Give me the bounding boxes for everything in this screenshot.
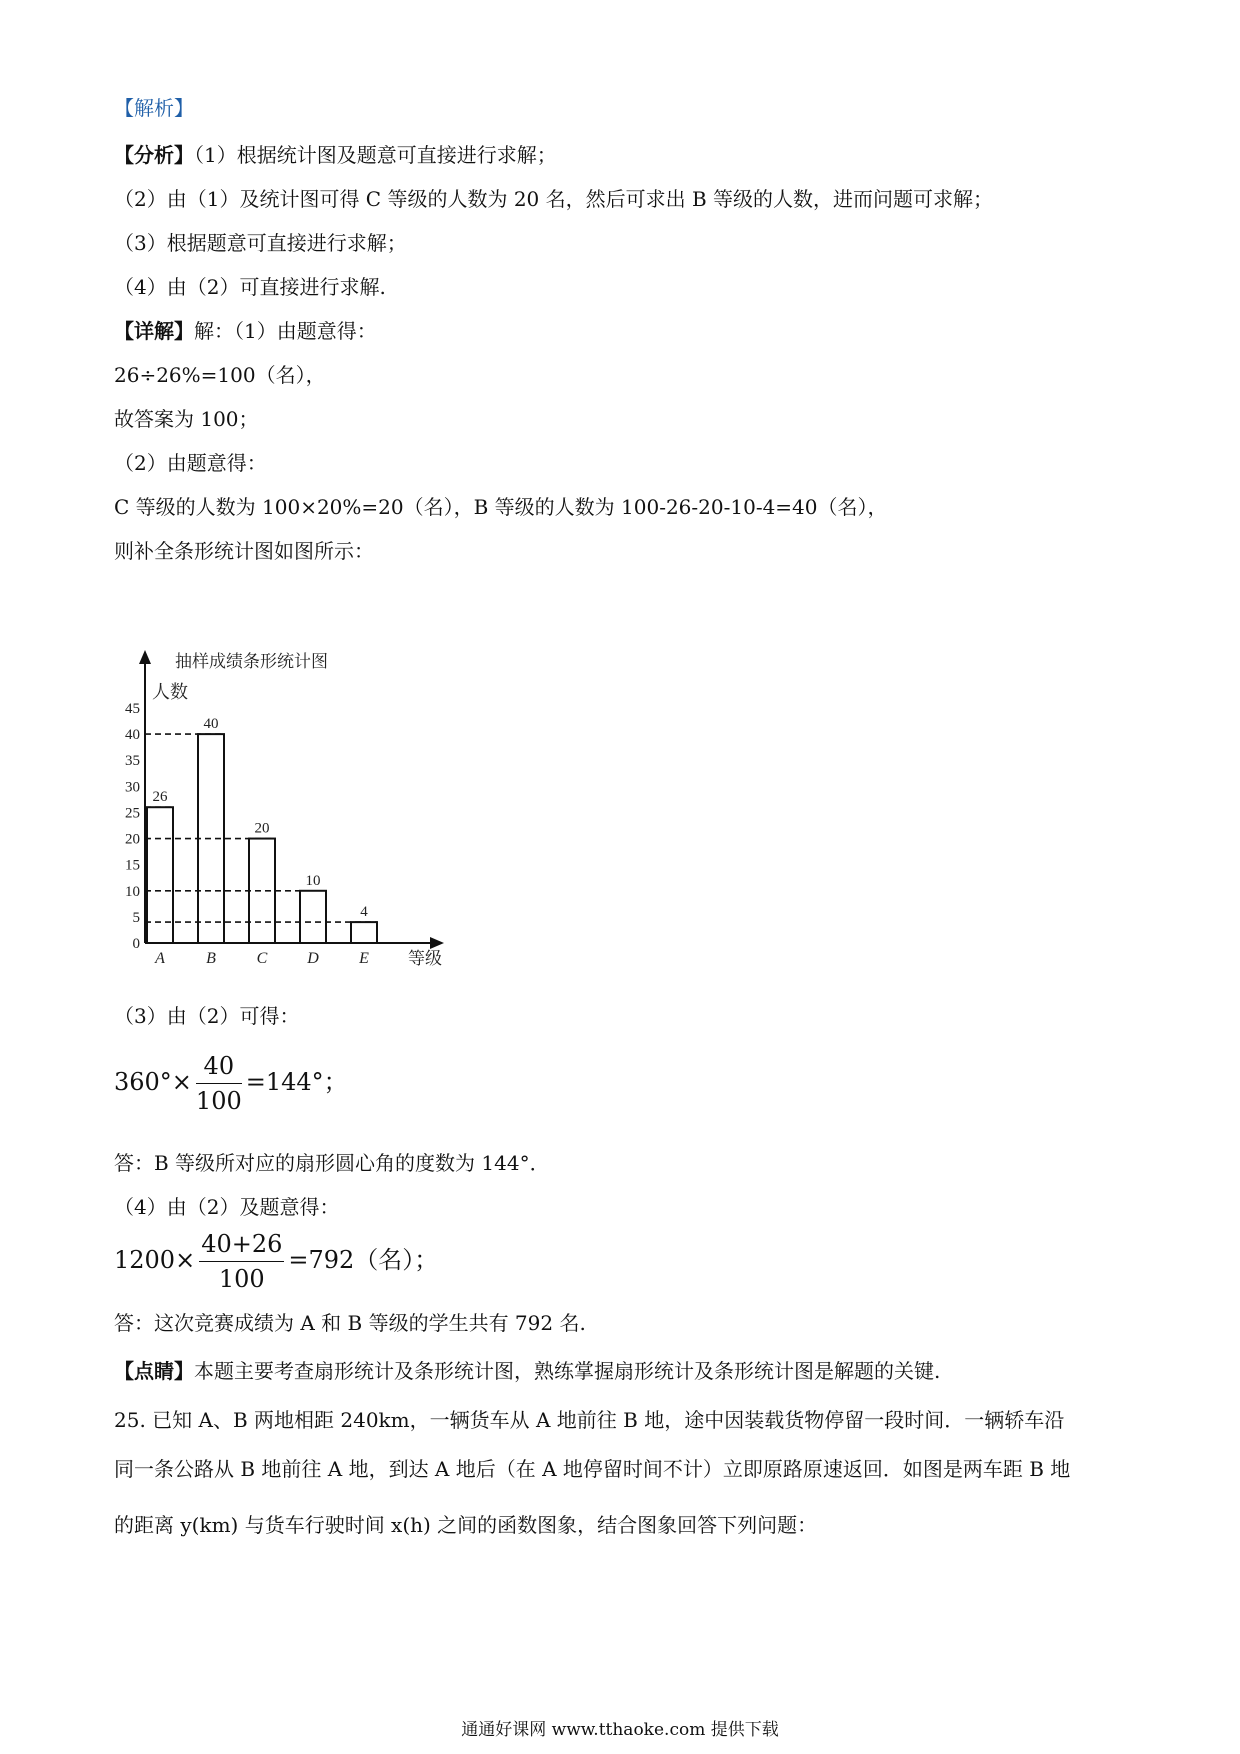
- y-tick-label: 0: [132, 936, 140, 952]
- bar-chart: [120, 650, 460, 970]
- bar-value-label: 4: [360, 904, 368, 921]
- chart-title: 抽样成绩条形统计图: [175, 652, 328, 671]
- calc-2: C 等级的人数为 100×20%=20（名），B 等级的人数为 100-26-20-10-4=40（名），: [114, 495, 888, 519]
- formula-angle-right: =144°；: [245, 1068, 348, 1096]
- y-tick-label: 45: [125, 701, 140, 717]
- footer-watermark: 通通好课网 www.tthaoke.com 提供下载: [461, 1720, 779, 1740]
- y-tick-label: 25: [125, 805, 140, 822]
- bar-value-label: 10: [305, 872, 321, 889]
- calc-1: 26÷26%=100（名），: [114, 363, 326, 387]
- step-2-heading: （2）由题意得：: [114, 451, 267, 475]
- y-tick-label: 30: [125, 779, 140, 796]
- y-tick-label: 15: [125, 857, 140, 874]
- xiangjie-text: 解：（1）由题意得：: [194, 319, 377, 343]
- bar-value-label: 20: [254, 820, 270, 837]
- question-25-line-2: 同一条公路从 B 地前往 A 地，到达 A 地后（在 A 地停留时间不计）立即原路原速返回．如图是两车距 B 地: [114, 1457, 1071, 1481]
- y-tick-label: 5: [132, 909, 140, 926]
- fraction-numerator: 40+26: [199, 1230, 284, 1262]
- formula-count: [114, 1230, 438, 1293]
- dianjing-line: [114, 1358, 940, 1384]
- bar: [351, 922, 377, 943]
- xiangjie-label: 【详解】: [114, 319, 194, 343]
- x-tick-label: A: [155, 950, 165, 967]
- fenxi-line: [114, 142, 557, 168]
- step-3-heading: （3）由（2）可得：: [114, 1004, 300, 1028]
- fraction-denominator: 100: [195, 1087, 242, 1115]
- x-tick-label: E: [359, 950, 369, 967]
- y-tick-label: 40: [125, 727, 140, 744]
- answer-1: 故答案为 100；: [114, 407, 259, 431]
- answer-4: 答：这次竞赛成绩为 A 和 B 等级的学生共有 792 名.: [114, 1311, 586, 1335]
- question-25-line-1: 25. 已知 A、B 两地相距 240km，一辆货车从 A 地前往 B 地，途中因装载货物停留一段时间．一辆轿车沿: [114, 1408, 1065, 1432]
- x-tick-label: C: [256, 950, 268, 967]
- fenxi-text: （1）根据统计图及题意可直接进行求解；: [194, 143, 557, 167]
- formula-angle: [114, 1052, 348, 1115]
- y-axis-arrow-icon: [139, 650, 151, 664]
- fenxi-label: 【分析】: [114, 143, 194, 167]
- formula-count-left: 1200×: [114, 1246, 196, 1274]
- fraction-numerator: 40: [196, 1052, 242, 1084]
- dianjing-text: 本题主要考查扇形统计及条形统计图，熟练掌握扇形统计及条形统计图是解题的关键.: [194, 1359, 941, 1383]
- bar-value-label: 40: [203, 716, 219, 733]
- analysis-step-4: （4）由（2）可直接进行求解.: [114, 275, 386, 299]
- bar-value-label: 26: [152, 789, 168, 806]
- y-axis-label: 人数: [152, 682, 188, 702]
- fraction-denominator: 100: [218, 1265, 265, 1293]
- formula-count-fraction: [199, 1230, 284, 1293]
- bar: [300, 891, 326, 943]
- section-jiexi: 【解析】: [114, 96, 194, 120]
- question-25-line-3: 的距离 y(km) 与货车行驶时间 x(h) 之间的函数图象，结合图象回答下列问题：: [114, 1513, 818, 1537]
- x-tick-label: D: [307, 950, 319, 967]
- analysis-step-2: （2）由（1）及统计图可得 C 等级的人数为 20 名，然后可求出 B 等级的人数，进而问题可求解；: [114, 187, 994, 211]
- dianjing-label: 【点睛】: [114, 1359, 194, 1383]
- y-tick-label: 10: [125, 883, 140, 900]
- complete-chart-text: 则补全条形统计图如图所示：: [114, 539, 374, 563]
- xiangjie-line: [114, 318, 377, 344]
- y-tick-label: 20: [125, 831, 140, 848]
- step-4-heading: （4）由（2）及题意得：: [114, 1195, 340, 1219]
- x-tick-label: B: [206, 950, 216, 967]
- x-axis-label: 等级: [408, 949, 442, 968]
- x-axis-arrow-icon: [430, 937, 444, 949]
- formula-count-right: =792（名）；: [288, 1246, 439, 1274]
- formula-angle-fraction: [196, 1052, 242, 1115]
- formula-angle-left: 360°×: [114, 1068, 192, 1096]
- analysis-step-3: （3）根据题意可直接进行求解；: [114, 231, 407, 255]
- bar: [249, 839, 275, 943]
- answer-3: 答：B 等级所对应的扇形圆心角的度数为 144°．: [114, 1151, 550, 1175]
- y-tick-label: 35: [125, 753, 140, 770]
